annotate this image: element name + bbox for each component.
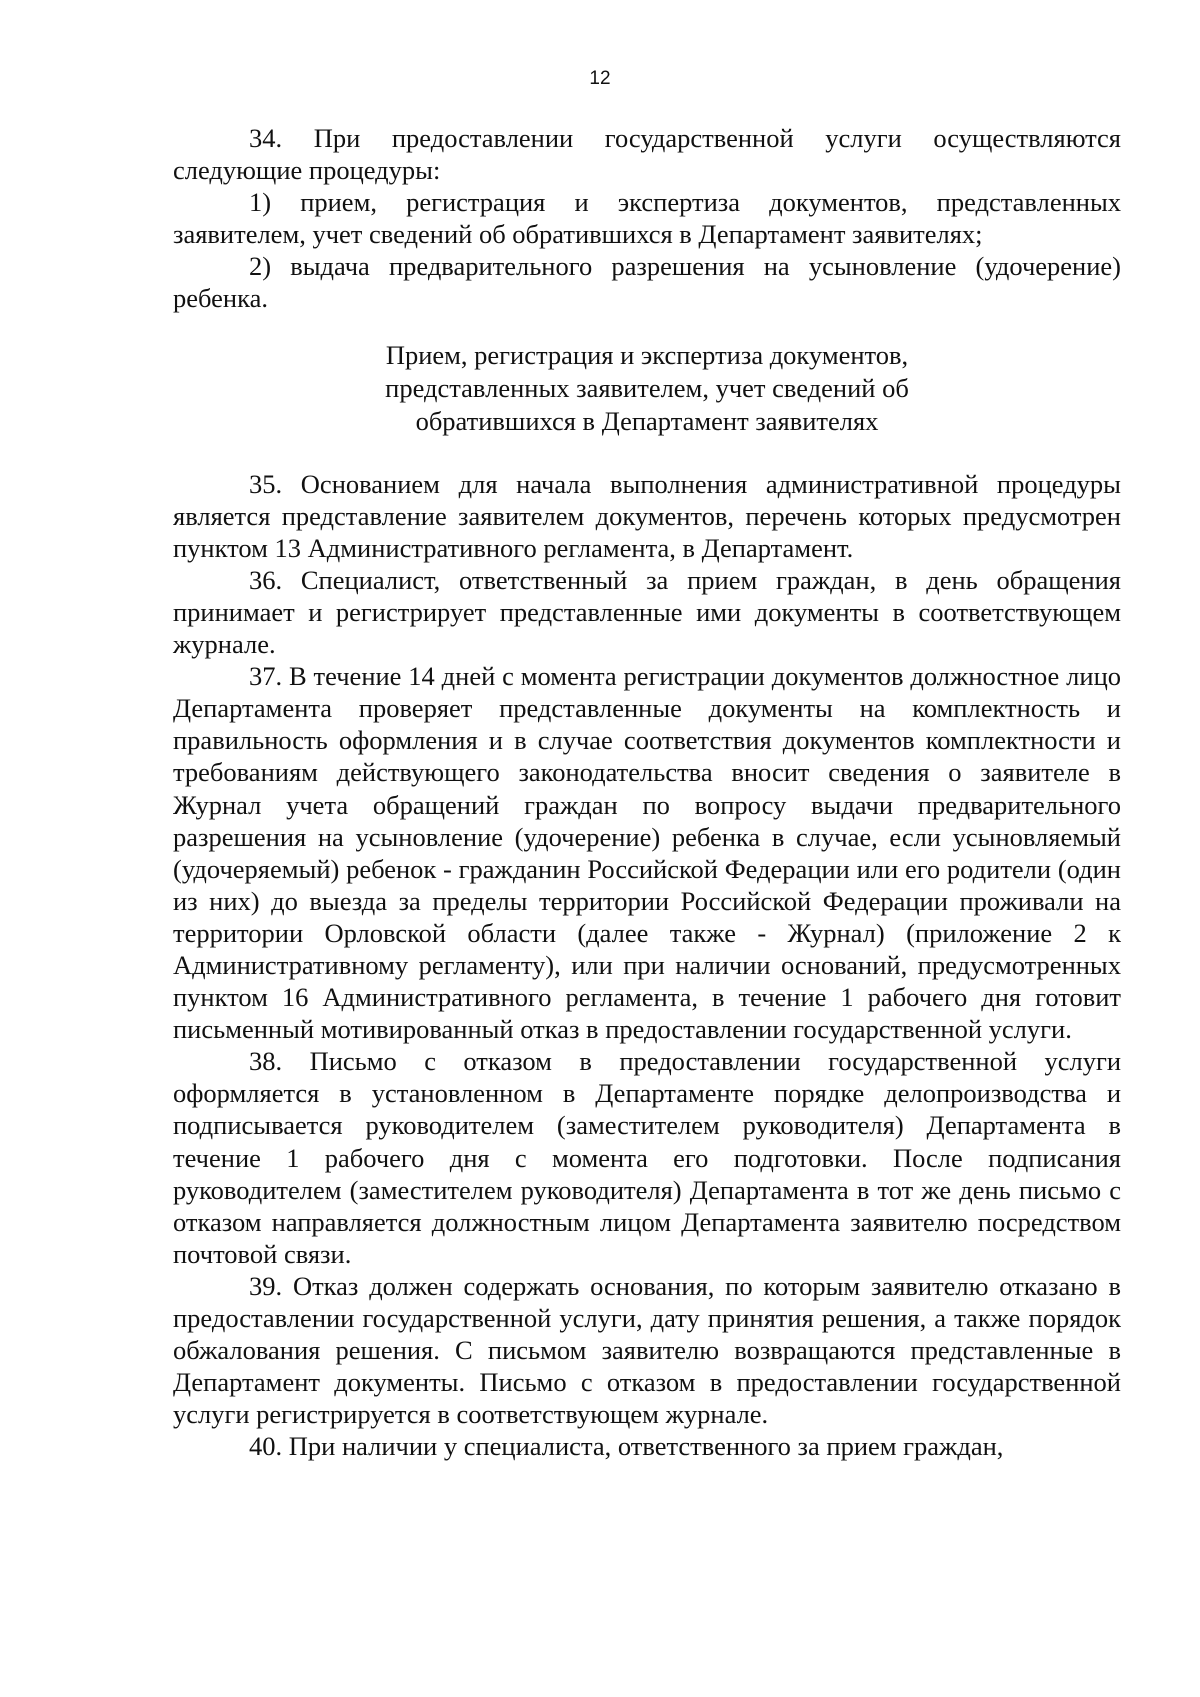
paragraph-40: 40. При наличии у специалиста, ответственного за прием граждан, <box>249 1431 1004 1462</box>
section-heading-line-1: Прием, регистрация и экспертиза документов, <box>385 339 909 370</box>
document-body <box>173 122 1121 1462</box>
paragraph-36: 36. Специалист, ответственный за прием граждан, в день обращения принимает и регистрирует представленные ими документы в соответствующем журнале. <box>173 564 1121 660</box>
paragraph-34-item-2: 2) выдача предварительного разрешения на усыновление (удочерение) ребенка. <box>173 251 1121 314</box>
section-heading-line-3: обратившихся в Департамент заявителях <box>415 405 879 436</box>
paragraph-37: 37. В течение 14 дней с момента регистрации документов должностное лицо Департамента проверяет представленные документы на комплектность и правильность оформления и в случае соответствия документов комплектности и требованиям действующего законодательства вносит сведения о заявителе в Журнал учета обращений граждан по вопросу выдачи предварительного разрешения на усыновление (удочерение) ребенка в случае, если усыновляемый (удочеряемый) ребенок - гражданин Российской Федерации или его родители (один из них) до выезда за пределы территории Российской Федерации проживали на территории Орловской области (далее также - Журнал) (приложение 2 к Административному регламенту), или при наличии оснований, предусмотренных пунктом 16 Административного регламента, в течение 1 рабочего дня готовит письменный мотивированный отказ в предоставлении государственной услуги. <box>173 661 1121 1045</box>
section-heading-line-2: представленных заявителем, учет сведений об <box>385 372 909 403</box>
paragraph-35: 35. Основанием для начала выполнения административной процедуры является представление заявителем документов, перечень которых предусмотрен пунктом 13 Административного регламента, в Департамент. <box>173 468 1121 563</box>
section-heading <box>347 339 947 438</box>
paragraph-34: 34. При предоставлении государственной услуги осуществляются следующие процедуры: <box>173 123 1121 186</box>
paragraph-34-item-1: 1) прием, регистрация и экспертиза документов, представленных заявителем, учет сведений об обратившихся в Департамент заявителях; <box>173 187 1121 250</box>
page-number: 12 <box>589 68 611 89</box>
paragraph-39: 39. Отказ должен содержать основания, по которым заявителю отказано в предоставлении государственной услуги, дату принятия решения, а также порядок обжалования решения. С письмом заявителю возвращаются представленные в Департамент документы. Письмо с отказом в предоставлении государственной услуги регистрируется в соответствующем журнале. <box>173 1270 1121 1430</box>
paragraph-38: 38. Письмо с отказом в предоставлении государственной услуги оформляется в установленном в Департаменте порядке делопроизводства и подписывается руководителем (заместителем руководителя) Департамента в течение 1 рабочего дня с момента его подготовки. После подписания руководителем (заместителем руководителя) Департамента в тот же день письмо с отказом направляется должностным лицом Департамента заявителю посредством почтовой связи. <box>173 1046 1121 1269</box>
